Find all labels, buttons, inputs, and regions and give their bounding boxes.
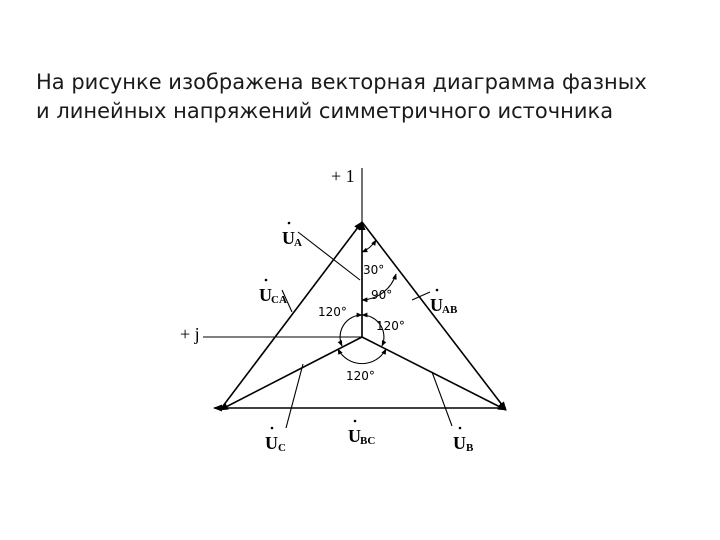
dot-uab: [436, 289, 439, 292]
leader-ub: [432, 372, 452, 426]
angle-label-120-left: 120°: [318, 305, 347, 319]
arc-30: [362, 240, 376, 252]
arc-120-bottom: [338, 349, 386, 364]
label-ua-sub: A: [294, 237, 302, 249]
label-uab-letter: U: [430, 295, 443, 315]
label-uab: [430, 289, 458, 316]
label-uc-sub: C: [278, 442, 286, 454]
label-ua: [282, 222, 302, 249]
label-uc: [265, 427, 286, 454]
label-uc-letter: U: [265, 433, 278, 453]
dot-ua: [288, 222, 291, 225]
dot-ub: [459, 427, 462, 430]
label-ubc: [348, 420, 375, 447]
dot-uca: [265, 279, 268, 282]
leader-ua: [298, 232, 360, 280]
label-ub-sub: B: [466, 442, 474, 454]
label-ubc-sub: BC: [360, 435, 376, 447]
angle-label-120-right: 120°: [376, 319, 405, 333]
arc-120-left: [340, 315, 362, 346]
angle-label-30: 30°: [363, 263, 385, 277]
angle-label-90: 90°: [371, 288, 393, 302]
vector-uab: [362, 222, 506, 410]
label-uca-letter: U: [259, 285, 272, 305]
caption-line-1: На рисунке изображена векторная диаграмма фазных: [36, 70, 647, 94]
label-uab-sub: AB: [442, 304, 458, 316]
dot-uc: [271, 427, 274, 430]
label-uca-sub: CA: [271, 294, 287, 306]
label-ub-letter: U: [453, 433, 466, 453]
vector-uc: [220, 337, 362, 410]
label-ubc-letter: U: [348, 426, 361, 446]
leader-uc: [286, 364, 303, 428]
axis-horizontal-label: + j: [180, 324, 200, 344]
label-ua-letter: U: [282, 228, 295, 248]
dot-ubc: [354, 420, 357, 423]
label-ub: [453, 427, 474, 454]
axis-vertical-label: + 1: [331, 166, 355, 186]
angle-label-120-bottom: 120°: [346, 369, 375, 383]
caption-line-2: и линейных напряжений симметричного источника: [36, 99, 614, 123]
vector-ub: [362, 337, 506, 410]
